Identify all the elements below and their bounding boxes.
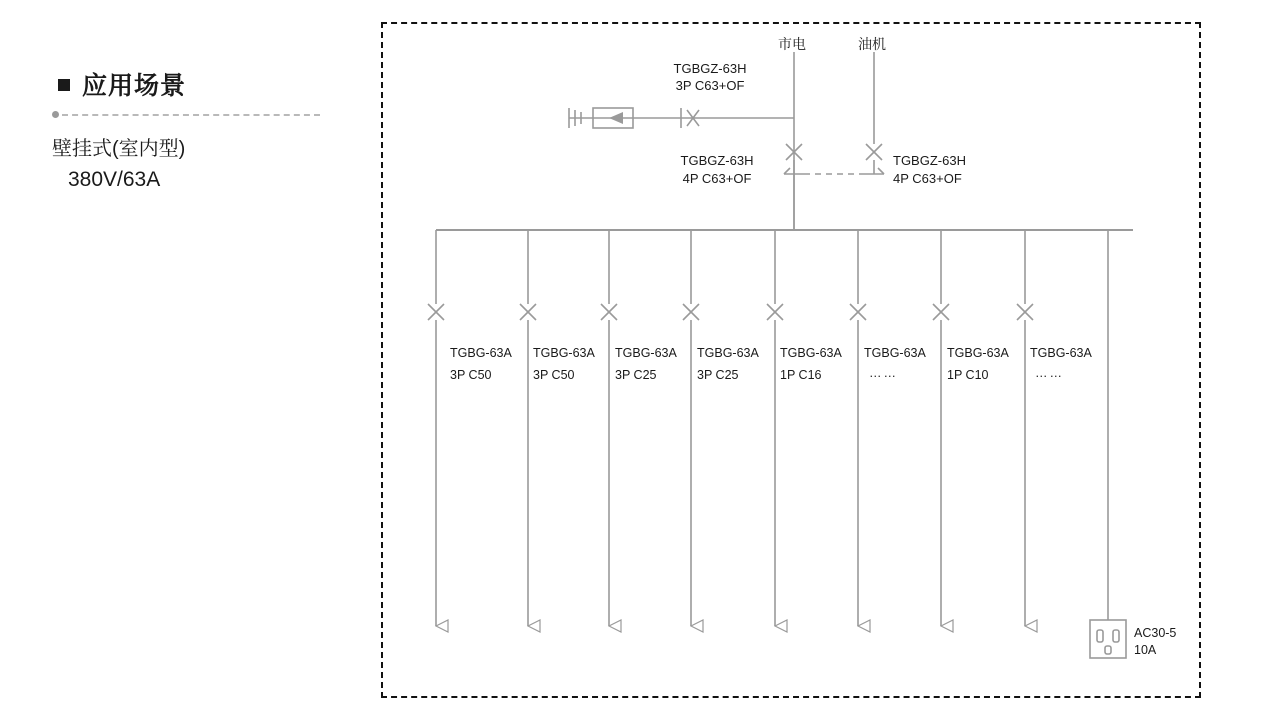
label-generator: 油机 (858, 36, 886, 52)
branch-model-3: TGBG-63A (615, 346, 677, 360)
socket-outlet-icon (1090, 620, 1126, 658)
branch-model-5: TGBG-63A (780, 346, 842, 360)
label-ats-right-spec: 4P C63+OF (893, 171, 962, 186)
label-ats-right-model: TGBGZ-63H (893, 153, 966, 168)
label-incoming-breaker-spec: 3P C63+OF (675, 78, 745, 93)
branch-spec-1: 3P C50 (450, 368, 492, 382)
branch-model-6: TGBG-63A (864, 346, 926, 360)
label-incoming-breaker-model: TGBGZ-63H (673, 61, 747, 76)
branch-model-1: TGBG-63A (450, 346, 512, 360)
label-ats-left-model: TGBGZ-63H (680, 153, 754, 168)
branch-spec-3: 3P C25 (615, 368, 657, 382)
branch-model-7: TGBG-63A (947, 346, 1009, 360)
branch-spec-5: 1P C16 (780, 368, 822, 382)
branch-spec-2: 3P C50 (533, 368, 575, 382)
sub-title: 壁挂式(室内型) (52, 138, 186, 160)
label-outlet-model: AC30-5 (1134, 626, 1177, 640)
divider (52, 110, 322, 120)
divider-dot-icon (52, 111, 59, 118)
section-title-text: 应用场景 (82, 72, 187, 100)
label-mains: 市电 (778, 36, 806, 52)
branch-model-8: TGBG-63A (1030, 346, 1092, 360)
label-outlet-rating: 10A (1134, 643, 1157, 657)
left-info-panel (0, 0, 360, 721)
spec-text: 380V/63A (68, 168, 161, 191)
branch-model-4: TGBG-63A (697, 346, 759, 360)
divider-dashed-line (62, 114, 320, 116)
section-title (58, 66, 186, 102)
label-ats-left-spec: 4P C63+OF (682, 171, 752, 186)
bullet-square-icon (58, 79, 70, 91)
branch-spec-8: …… (1035, 366, 1064, 380)
branch-spec-7: 1P C10 (947, 368, 989, 382)
branch-spec-6: …… (869, 366, 898, 380)
branch-model-2: TGBG-63A (533, 346, 595, 360)
branch-spec-4: 3P C25 (697, 368, 739, 382)
